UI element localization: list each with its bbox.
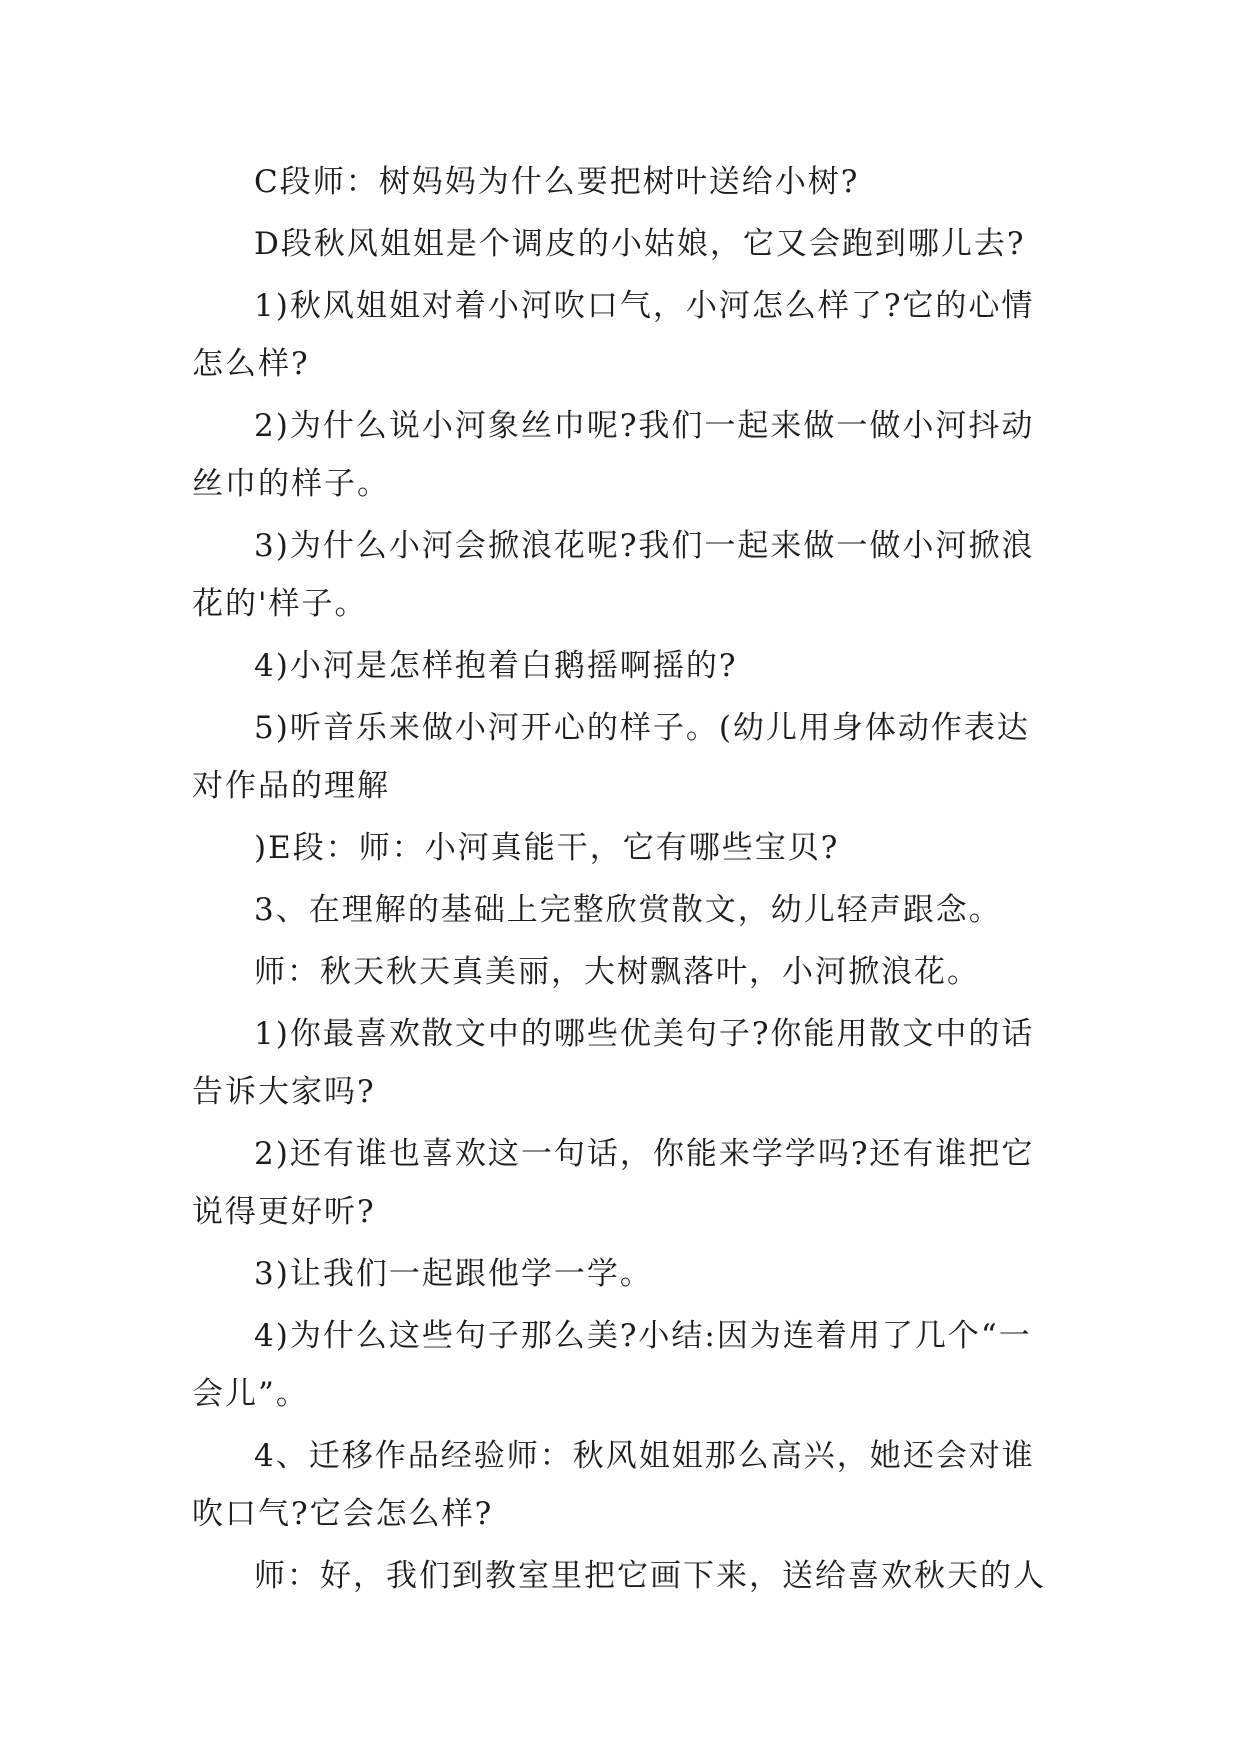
paragraph-sentence-question-2: 2)还有谁也喜欢这一句话，你能来学学吗?还有谁把它说得更好听? xyxy=(192,1136,1035,1230)
paragraph-e-section: )E段：师：小河真能干，它有哪些宝贝? xyxy=(254,830,840,866)
paragraph-teacher-line: 师：秋天秋天真美丽，大树飘落叶，小河掀浪花。 xyxy=(254,954,980,990)
paragraph-c-section-question: C段师：树妈妈为什么要把树叶送给小树? xyxy=(254,164,860,200)
paragraph-question-1: 1)秋风姐姐对着小河吹口气，小河怎么样了?它的心情怎么样? xyxy=(192,288,1035,382)
paragraph-step-4: 4、迁移作品经验师：秋风姐姐那么高兴，她还会对谁吹口气?它会怎么样? xyxy=(192,1438,1035,1532)
paragraph-question-5: 5)听音乐来做小河开心的样子。(幼儿用身体动作表达对作品的理解 xyxy=(192,710,1030,804)
paragraph-question-2: 2)为什么说小河象丝巾呢?我们一起来做一做小河抖动丝巾的样子。 xyxy=(192,408,1035,502)
paragraph-step-3: 3、在理解的基础上完整欣赏散文，幼儿轻声跟念。 xyxy=(254,892,1002,928)
paragraph-sentence-question-3: 3)让我们一起跟他学一学。 xyxy=(254,1256,653,1292)
paragraph-sentence-question-4: 4)为什么这些句子那么美?小结:因为连着用了几个“一会儿”。 xyxy=(192,1318,1032,1412)
document-body xyxy=(192,153,1052,1609)
paragraph-closing-line: 师：好，我们到教室里把它画下来，送给喜欢秋天的人 xyxy=(254,1558,1046,1594)
paragraph-question-4: 4)小河是怎样抱着白鹅摇啊摇的? xyxy=(254,648,738,684)
paragraph-d-section-intro: D段秋风姐姐是个调皮的小姑娘，它又会跑到哪儿去? xyxy=(254,226,1026,262)
paragraph-sentence-question-1: 1)你最喜欢散文中的哪些优美句子?你能用散文中的话告诉大家吗? xyxy=(192,1016,1035,1110)
paragraph-question-3: 3)为什么小河会掀浪花呢?我们一起来做一做小河掀浪花的'样子。 xyxy=(192,528,1035,622)
